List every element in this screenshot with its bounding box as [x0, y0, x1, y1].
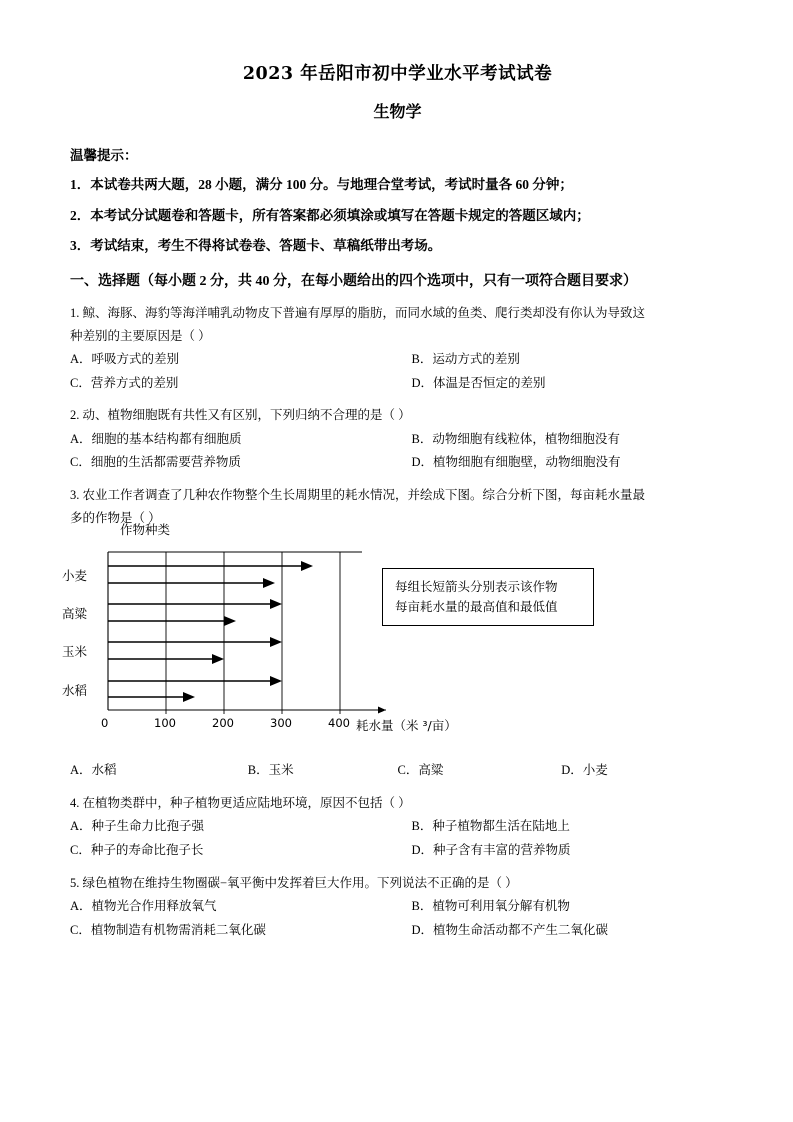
question-4 [70, 792, 725, 863]
question-5-text-line1: 绿色植物在维持生物圈碳−氧平衡中发挥着巨大作用。下列说法不正确的是（ ） [82, 875, 518, 890]
notice-heading: 温馨提示： [70, 148, 138, 163]
chart-tick-label-2: 200 [212, 716, 234, 731]
document-body [62, 60, 725, 951]
bar-group-gaoliang [108, 599, 282, 626]
chart-x-axis-title: 耗水量（米 ³/亩） [356, 718, 457, 734]
question-3-text-line1: 农业工作者调查了几种农作物整个生长周期里的耗水情况，并绘成下图。综合分析下图，每亩耗水量最 [82, 488, 646, 503]
question-4-options-row-1 [70, 815, 725, 839]
question-2-stem [70, 404, 725, 427]
question-3-option-d[interactable]: D．小麦 [561, 763, 608, 778]
notice-item-1: 1．本试卷共两大题，28 小题，满分 100 分。与地理合堂考试，考试时量各 60 分钟； [70, 177, 573, 192]
question-5-options-row-1 [70, 895, 725, 919]
question-1-stem [70, 302, 725, 348]
question-4-stem [70, 792, 725, 815]
notice-item-3: 3．考试结束，考生不得将试卷卷、答题卡、草稿纸带出考场。 [70, 238, 442, 254]
question-4-option-c[interactable]: C．种子的寿命比孢子长 [70, 842, 204, 857]
bar-group-shuidao [108, 676, 282, 702]
bar-group-yumi [108, 637, 282, 664]
question-3-option-a[interactable]: A．水稻 [70, 763, 117, 778]
question-2-option-b[interactable]: B．动物细胞有线粒体，植物细胞没有 [411, 431, 620, 446]
question-1-number: 1. [70, 305, 80, 320]
question-1-text-line1: 鲸、海豚、海豹等海洋哺乳动物皮下普遍有厚厚的脂肪，而同水域的鱼类、爬行类却没有你认为导致这 [82, 305, 646, 320]
question-4-option-a[interactable]: A．种子生命力比孢子强 [70, 819, 205, 834]
question-2-option-c[interactable]: C．细胞的生活都需要营养物质 [70, 455, 241, 470]
question-1-text-line2: 种差别的主要原因是（ ） [70, 328, 211, 343]
chart-tick-label-4: 400 [328, 716, 350, 731]
chart-annotation-box [382, 568, 594, 626]
question-4-option-d[interactable]: D．种子含有丰富的营养物质 [411, 842, 571, 857]
chart-y-axis-title: 作物种类 [120, 522, 171, 538]
question-3 [62, 484, 725, 783]
notice-item-2: 2．本考试分试题卷和答题卡，所有答案都必须填涂或填写在答题卡规定的答题区域内； [70, 207, 590, 223]
question-2-option-a[interactable]: A．细胞的基本结构都有细胞质 [70, 431, 242, 446]
question-1 [70, 302, 725, 396]
question-4-options-row-2 [70, 839, 725, 863]
question-5-option-b[interactable]: B．植物可利用氧分解有机物 [411, 898, 570, 913]
section-heading-multiple-choice: 一、选择题（每小题 2 分，共 40 分，在每小题给出的四个选项中，只有一项符合题目要求） [70, 273, 637, 289]
chart-tick-label-1: 100 [154, 716, 176, 731]
question-1-option-c[interactable]: C．营养方式的差别 [70, 375, 179, 390]
question-5 [70, 872, 725, 943]
question-2 [70, 404, 725, 475]
question-1-option-a[interactable]: A．呼吸方式的差别 [70, 351, 180, 366]
chart-annotation-line-2: 每亩耗水量的最高值和最低值 [395, 598, 558, 614]
chart-tick-label-0: 0 [101, 716, 109, 731]
chart-category-label-1: 高粱 [62, 606, 88, 622]
question-3-number: 3. [70, 488, 80, 503]
question-5-number: 5. [70, 875, 80, 890]
question-1-options-row-1 [70, 348, 725, 372]
question-4-option-b[interactable]: B．种子植物都生活在陆地上 [411, 819, 570, 834]
question-5-stem [70, 872, 725, 895]
chart-category-label-3: 水稻 [62, 683, 88, 699]
chart-category-label-2: 玉米 [62, 644, 88, 660]
question-4-number: 4. [70, 796, 80, 811]
question-5-option-c[interactable]: C．植物制造有机物需消耗二氧化碳 [70, 922, 266, 937]
question-2-options-row-1 [70, 428, 725, 452]
page-title: 2023 年岳阳市初中学业水平考试试卷 [242, 64, 553, 84]
question-1-options-row-2 [70, 372, 725, 396]
question-1-option-b[interactable]: B．运动方式的差别 [411, 351, 520, 366]
question-5-options-row-2 [70, 919, 725, 943]
question-4-text-line1: 在植物类群中，种子植物更适应陆地环境，原因不包括（ ） [82, 796, 411, 811]
question-3-text-line2: 多的作物是（ ） [70, 511, 161, 526]
question-2-number: 2. [70, 408, 80, 423]
chart-tick-label-3: 300 [270, 716, 292, 731]
question-1-option-d[interactable]: D．体温是否恒定的差别 [411, 375, 546, 390]
question-3-options-row [70, 759, 725, 783]
question-2-options-row-2 [70, 451, 725, 475]
chart-category-label-0: 小麦 [62, 568, 88, 584]
question-3-option-c[interactable]: C．高粱 [397, 763, 444, 778]
question-2-option-d[interactable]: D．植物细胞有细胞壁，动物细胞没有 [411, 455, 621, 470]
page-subtitle: 生物学 [373, 102, 422, 121]
question-5-option-d[interactable]: D．植物生命活动都不产生二氧化碳 [411, 922, 609, 937]
question-3-figure [62, 522, 725, 751]
question-5-option-a[interactable]: A．植物光合作用释放氧气 [70, 898, 217, 913]
question-3-option-b[interactable]: B．玉米 [247, 763, 294, 778]
chart-annotation-line-1: 每组长短箭头分别表示该作物 [395, 579, 558, 595]
question-2-text-line1: 动、植物细胞既有共性又有区别，下列归纳不合理的是（ ） [82, 408, 411, 423]
